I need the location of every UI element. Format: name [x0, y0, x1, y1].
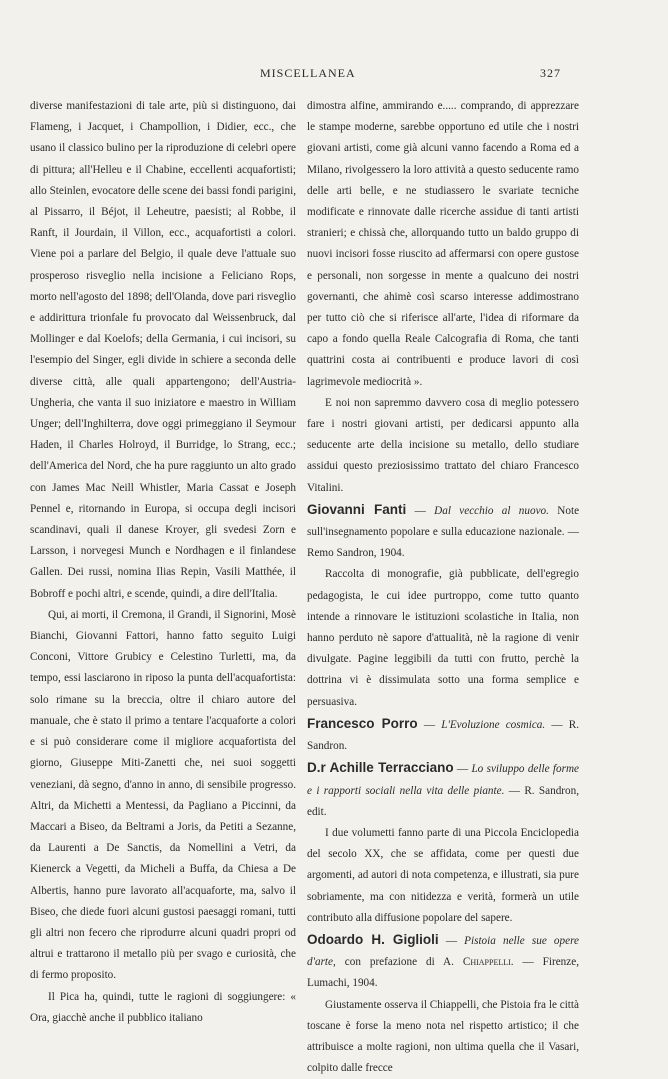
left-paragraph-1: diverse manifestazioni di tale arte, più si distinguono, dai Flameng, i Jacquet, i Champollion, i Didier, ecc., che usano il classico bulino per la riproduzione di celebri opere di pittura; all'Helleu e il Chabine, eccellenti acquafortisti; allo Steinlen, evocatore delle scene dei bassi fondi parigini, al Pissarro, il Béjot, il Leheutre, paesisti; al Robbe, il Ranft, il Jourdain, il Villon, ecc., acquafortisti a colori. Viene poi a parlare del Belgio, il quale deve l'attuale suo prosperoso risveglio nella incisione a Feliciano Rops, morto nell'agosto del 1898; dell'Olanda, dove pari risveglio e addirittura trionfale fu provocato dal Weissenbruck, dal Mollinger e dal Koelofs; della Germania, i cui incisori, su l'esempio del Singer, egli divide in schiere a seconda delle diverse città, alle quali appartengono; dell'Austria-Ungheria, che vanta il suo iniziatore e maestro in William Unger; dell'Inghilterra, dove oggi primeggiano il Seymour Haden, il Charles Holroyd, il Burridge, lo Strang, ecc.; dell'America del Nord, che ha pure raggiunto un alto grado con James Mac Neill Whistler, Maria Cassat e Joseph Pennel e, ritornando in Europa, si occupa degli incisori scandinavi, quali il danese Kroyer, gli svedesi Zorn e Larsson, i norvegesi Munch e Nordhagen e il finlandese Gallen. Dei russi, nomina Ilias Repin, Vasili Matthée, il Bobroff e pochi altri, e scende, quindi, a dire dell'Italia.: [30, 100, 296, 600]
entry-body: I due volumetti fanno parte di una Piccola Enciclopedia del secolo XX, che se affidata, come per questi due argomenti, ad autori di nota competenza, e illustrati, sia pure sobriamente, ma con nitidezza e verità, formerà un utile contributo alla diffusione popolare del sapere.: [307, 826, 579, 924]
left-column: [30, 96, 296, 1029]
review-entry-porro: Francesco Porro — L'Evoluzione cosmica. — R. Sandron.: [307, 715, 579, 753]
right-paragraph-2: E noi non sapremmo davvero cosa di meglio potessero fare i nostri giovani artisti, per dedicarsi appunto alla seducente arte della incisione su metallo, dello studiare assidui questo preziosissimo trattato del chiaro Francesco Vitalini.: [307, 396, 579, 494]
running-title: MISCELLANEA: [260, 66, 356, 80]
entry-title: L'Evoluzione cosmica.: [441, 718, 546, 731]
review-entry-terracciano: D.r Achille Terracciano — Lo sviluppo delle forme e i rapporti sociali nella vita delle piante. — R. Sandron, edit.: [307, 760, 580, 818]
page-number: 327: [540, 66, 561, 80]
entry-publication: Note sull'insegnamento popolare e sulla educazione nazionale. — Remo Sandron, 1904.: [307, 504, 580, 560]
entry-title: Pistoia nelle sue opere d'arte,: [307, 934, 579, 969]
review-entry-fanti: Giovanni Fanti — Dal vecchio al nuovo. Note sull'insegnamento popolare e sulla educazione nazionale. — Remo Sandron, 1904.: [307, 501, 580, 560]
entry-author: Odoardo H. Giglioli: [307, 931, 439, 947]
entry-publication-name: Chiappelli: [462, 956, 511, 969]
entry-publication: — R. Sandron, edit.: [307, 784, 580, 818]
entry-publication-a: con prefazione di A.: [344, 956, 463, 969]
review-entry-giglioli: Odoardo H. Giglioli — Pistoia nelle sue opere d'arte, con prefazione di A. Chiappelli. — Firenze, Lumachi, 1904.: [307, 931, 580, 990]
entry-body: Raccolta di monografie, già pubblicate, dell'egregio pedagogista, le cui idee purtroppo, come tutto quanto intende a rinnovare le istituzioni scolastiche in Italia, non hanno perduto nè sapore d'attualità, nè la ragione di venir divulgate. Pagine leggibili da tutti con frutto, perchè la dottrina vi è dissimulata sotto una forma semplice e persuasiva.: [307, 568, 579, 708]
entry-author: Giovanni Fanti: [307, 501, 407, 517]
left-paragraph-2: Qui, ai morti, il Cremona, il Grandi, il Signorini, Mosè Bianchi, Giovanni Fattori, hanno fatto seguito Luigi Conconi, Vittore Grubicy e Celestino Turletti, ma, da tempo, essi lasciarono in riposo la punta dell'acquafortista: solo rimane su la breccia, oltre il chiaro autore del manuale, che è stato il primo a tentare l'acquaforte a colori e si può considerare come il migliore acquafortista del giorno, Giuseppe Miti-Zanetti che, nei suoi soggetti veneziani, dà segno, d'anno in anno, di sensibile progresso. Altri, da Michetti a Mentessi, da Pagliano a Piccinni, da Maccari a Biseo, da Beltrami a Joris, da Petiti a Sezanne, da Laurenti a De Sanctis, da Nomellini a Vetri, da Kienerck a Vegetti, da Micheli a Buffa, da Chiesa a De Albertis, hanno pure lavorato all'acquaforte, ma, salvo il Biseo, che diede fuori alcuni gustosi paesaggi romani, tutti gli altri non fecero che riprodurre alcuni quadri propri od altrui e trattarono il metallo più per svago e curiosità, che di fermo proposito.: [30, 608, 296, 982]
entry-publication: — R. Sandron.: [307, 718, 579, 753]
entry-body: Giustamente osserva il Chiappelli, che Pistoia fra le città toscane è forse la meno nota nel rispetto artistico; il che attribuisce a molte ragioni, non ultima quella che il Vasari, colpito dalle frecce: [307, 998, 579, 1075]
entry-publication-b: . — Firenze, Lumachi, 1904.: [307, 956, 580, 990]
entry-author: D.r Achille Terracciano: [307, 760, 454, 776]
entry-title: Dal vecchio al nuovo.: [434, 504, 549, 517]
running-head: [0, 66, 668, 82]
entry-author: Francesco Porro: [307, 715, 418, 731]
right-paragraph-1: dimostra alfine, ammirando e..... comprando, di apprezzare le stampe moderne, sarebbe opportuno ed utile che i nostri giovani artisti, come già alcuni vanno facendo a Roma ed a Milano, rivolgessero la loro attività a questo seducente ramo delle arti belle, e ne studiassero le svariate tecniche modificate e rinnovate dalle ricerche assidue di tanti artisti stranieri; e chissà che, allorquando tutto un baldo gruppo di nuovi incisori fosse riuscito ad affermarsi con opere gustose e personali, non sorgesse in mente a qualcuno dei nostri governanti, che ahimè così scarso interesse addimostrano per tutto ciò che si riferisce all'arte, l'idea di riformare da capo a fondo quella Reale Calcografia di Roma, che tanti quattrini costa ai contribuenti e produce lavori di così lagrimevole mediocrità ».: [307, 100, 579, 388]
left-paragraph-3: Il Pica ha, quindi, tutte le ragioni di soggiungere: « Ora, giacchè anche il pubblico italiano: [30, 990, 296, 1024]
entry-title: Lo sviluppo delle forme e i rapporti sociali nella vita delle piante.: [307, 763, 579, 797]
right-column: [307, 96, 579, 1079]
